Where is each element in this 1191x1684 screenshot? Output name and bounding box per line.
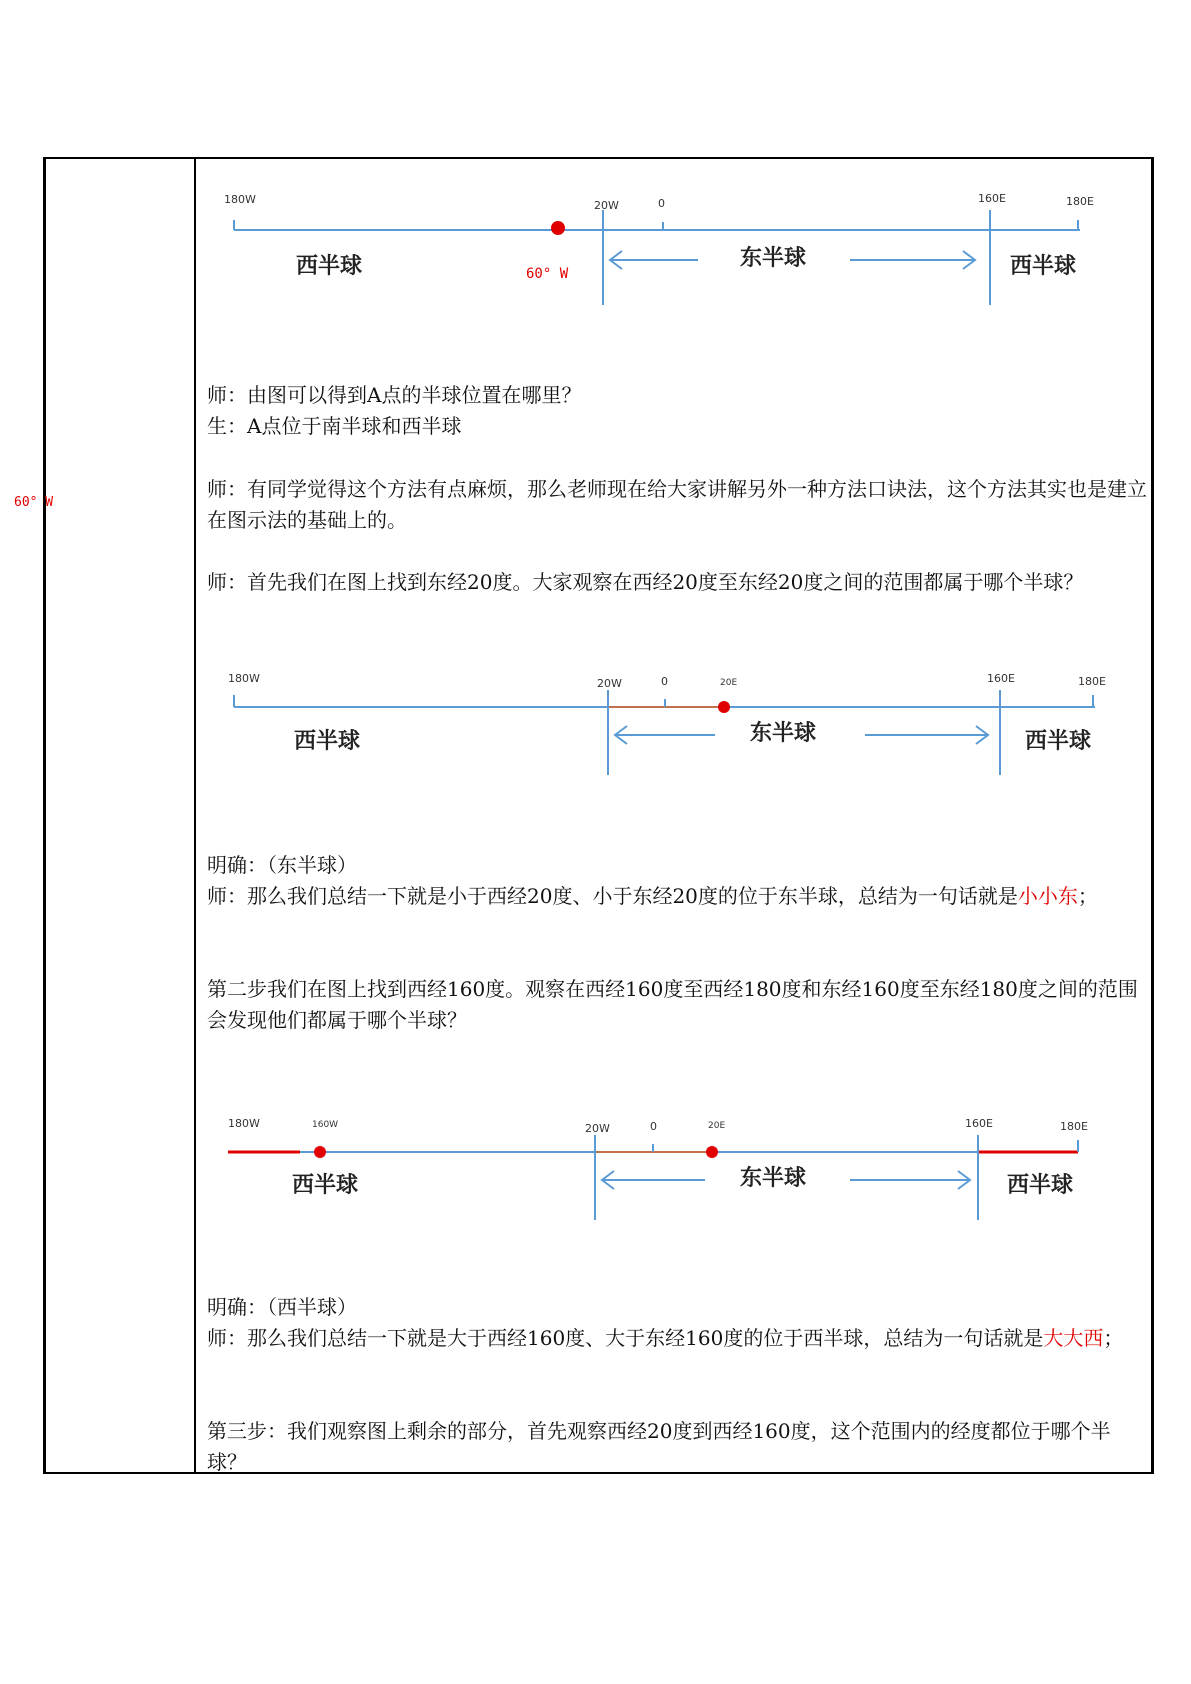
tick-label: 0 [658, 197, 665, 210]
longitude-diagram-3 [210, 1110, 1120, 1225]
arrow-right-icon [850, 251, 975, 269]
hemisphere-middle: 东半球 [740, 1166, 807, 1191]
hemisphere-middle: 东半球 [750, 721, 817, 746]
tick-label: 180E [1060, 1120, 1088, 1133]
paragraph-method: 师：有同学觉得这个方法有点麻烦，那么老师现在给大家讲解另外一种方法口诀法，这个方法其实也是建立在图示法的基础上的。 [207, 477, 1147, 532]
paragraph-clarify-west: 明确：（西半球） 师：那么我们总结一下就是大于西经160度、大于东经160度的位于西半球，总结为一句话就是大大西； [207, 1295, 1124, 1350]
point-20e [706, 1146, 718, 1158]
tick-label: 180E [1066, 195, 1094, 208]
point-a [551, 221, 565, 235]
tick-label: 0 [661, 675, 668, 688]
hemisphere-middle: 东半球 [740, 246, 807, 271]
longitude-diagram-2 [210, 665, 1120, 780]
tick-label: 180W [228, 1117, 260, 1130]
arrow-right-icon [865, 726, 988, 744]
point-20e [718, 701, 730, 713]
hemisphere-right: 西半球 [1007, 1173, 1074, 1198]
hemisphere-right: 西半球 [1025, 729, 1092, 754]
tick-label: 180E [1078, 675, 1106, 688]
arrow-left-icon [615, 726, 715, 744]
column-divider [194, 157, 196, 1474]
paragraph-step1: 师：首先我们在图上找到东经20度。大家观察在西经20度至东经20度之间的范围都属于哪个半球？ [207, 570, 1084, 594]
arrow-right-icon [850, 1171, 970, 1189]
longitude-diagram-1 [210, 185, 1110, 310]
paragraph-question-a: 师：由图可以得到A点的半球位置在哪里？ 生：A点位于南半球和西半球 [207, 383, 582, 438]
paragraph-step2: 第二步我们在图上找到西经160度。观察在西经160度至西经180度和东经160度至东经180度之间的范围会发现他们都属于哪个半球？ [207, 977, 1138, 1032]
content-table [43, 157, 1154, 1474]
hemisphere-right: 西半球 [1010, 254, 1077, 279]
mnemonic-highlight: 大大西 [1043, 1326, 1104, 1350]
tick-label: 180W [224, 193, 256, 206]
paragraph-clarify-east: 明确：（东半球） 师：那么我们总结一下就是小于西经20度、小于东经20度的位于东半球，总结为一句话就是小小东； [207, 853, 1098, 908]
margin-label: 60° W [14, 495, 54, 510]
tick-label: 160E [978, 192, 1006, 205]
tick-label: 20W [597, 677, 622, 690]
point-160w [314, 1146, 326, 1158]
mnemonic-highlight: 小小东 [1017, 884, 1078, 908]
tick-label: 160E [965, 1117, 993, 1130]
tick-label: 160E [987, 672, 1015, 685]
tick-label: 20W [585, 1122, 610, 1135]
tick-label: 20E [708, 1121, 726, 1131]
tick-label: 20W [594, 199, 619, 212]
arrow-left-icon [610, 251, 698, 269]
hemisphere-left: 西半球 [296, 254, 363, 279]
arrow-left-icon [602, 1171, 705, 1189]
paragraph-step3: 第三步：我们观察图上剩余的部分，首先观察西经20度到西经160度，这个范围内的经度都位于哪个半球？ [207, 1419, 1111, 1474]
hemisphere-left: 西半球 [294, 729, 361, 754]
tick-label: 180W [228, 672, 260, 685]
tick-label: 160W [312, 1120, 339, 1130]
hemisphere-left: 西半球 [292, 1173, 359, 1198]
point-label: 60° W [526, 266, 569, 282]
tick-label: 20E [720, 678, 738, 688]
tick-label: 0 [650, 1120, 657, 1133]
